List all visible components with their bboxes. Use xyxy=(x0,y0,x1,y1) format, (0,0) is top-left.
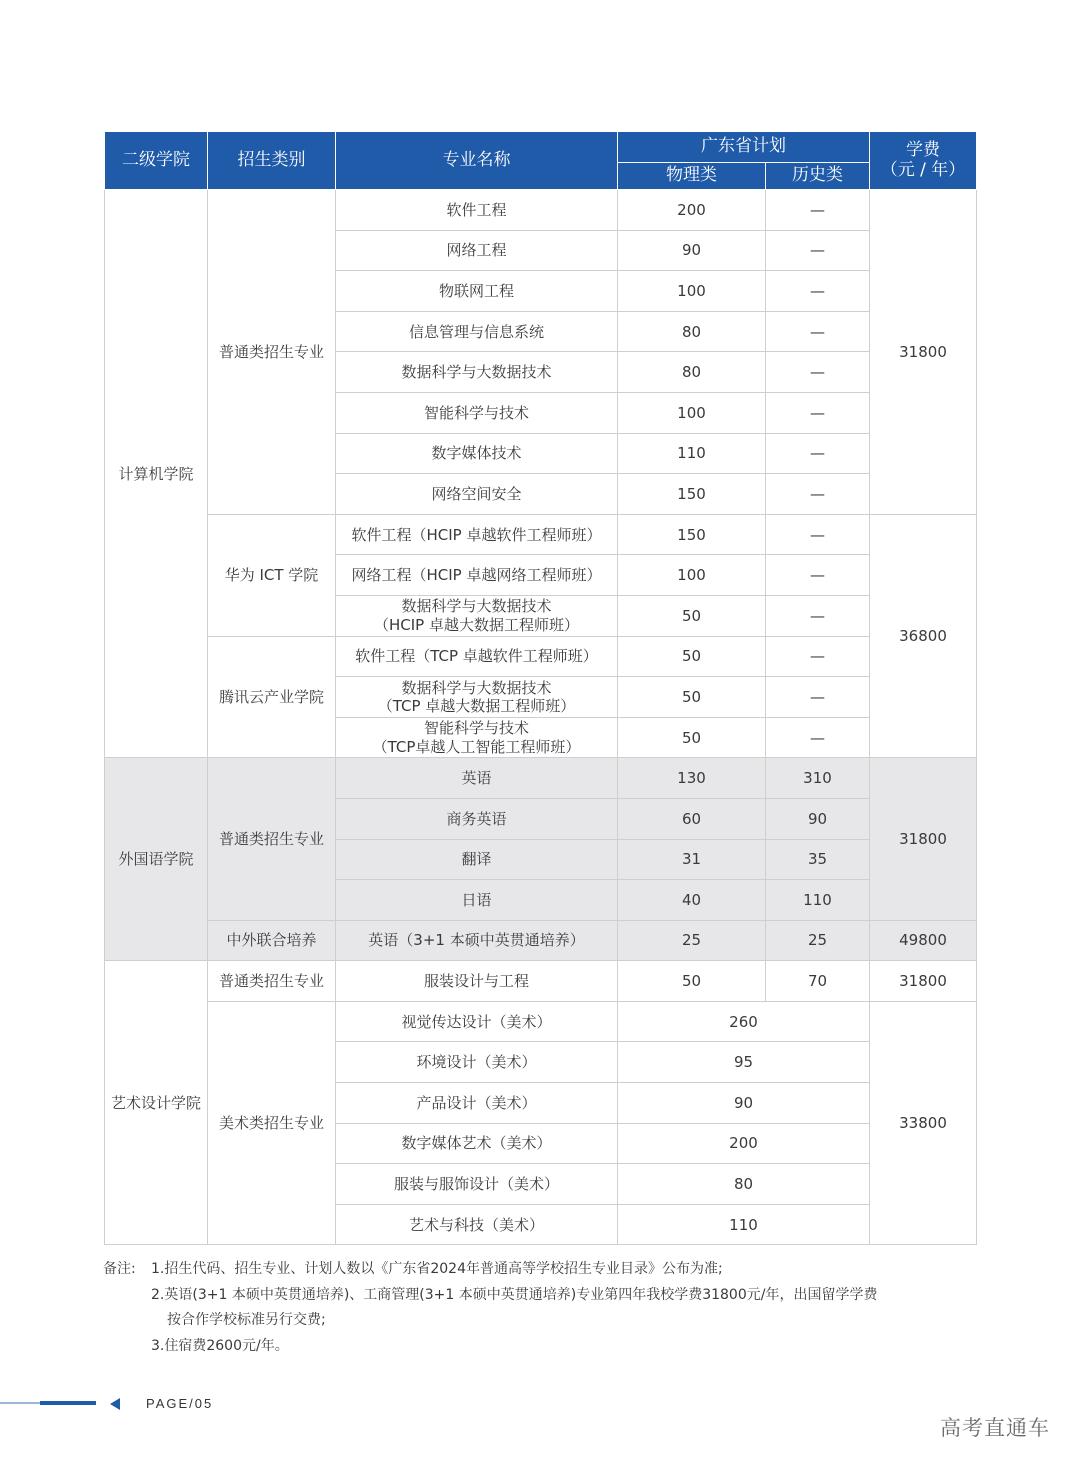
plan-total-cell: 200 xyxy=(618,1123,870,1164)
history-cell: 110 xyxy=(766,880,870,921)
physics-cell: 31 xyxy=(618,839,766,880)
header-category: 招生类别 xyxy=(208,132,336,190)
history-cell: — xyxy=(766,514,870,555)
triangle-left-icon xyxy=(110,1398,120,1410)
tuition-cell: 36800 xyxy=(870,514,977,758)
note-1: 1.招生代码、招生专业、计划人数以《广东省2024年普通高等学校招生专业目录》公布为准; xyxy=(151,1261,723,1277)
major-cell: 数字媒体艺术（美术） xyxy=(336,1123,618,1164)
footer-rule xyxy=(40,1401,96,1405)
note-2-continued: 按合作学校标准另行交费; xyxy=(167,1312,326,1328)
physics-cell: 40 xyxy=(618,880,766,921)
category-cell: 普通类招生专业 xyxy=(208,758,336,920)
page-number: PAGE/05 xyxy=(146,1396,214,1411)
history-cell: 35 xyxy=(766,839,870,880)
category-cell: 腾讯云产业学院 xyxy=(208,636,336,758)
major-cell: 数据科学与大数据技术 xyxy=(336,352,618,393)
major-cell: 产品设计（美术） xyxy=(336,1083,618,1124)
major-name: 数据科学与大数据技术 xyxy=(401,678,552,697)
physics-cell: 150 xyxy=(618,474,766,515)
note-2: 2.英语(3+1 本硕中英贯通培养)、工商管理(3+1 本硕中英贯通培养)专业第四年我校学费31800元/年，出国留学学费 xyxy=(151,1286,878,1303)
physics-cell: 100 xyxy=(618,271,766,312)
major-cell: 网络工程（HCIP 卓越网络工程师班） xyxy=(336,555,618,596)
major-cell: 软件工程 xyxy=(336,190,618,231)
college-cell: 外国语学院 xyxy=(105,758,208,961)
note-row xyxy=(103,1257,903,1283)
enrollment-plan-table-container xyxy=(104,131,976,1245)
physics-cell: 90 xyxy=(618,230,766,271)
history-cell: 310 xyxy=(766,758,870,799)
header-major: 专业名称 xyxy=(336,132,618,190)
history-cell: — xyxy=(766,271,870,312)
table-row xyxy=(105,190,977,231)
physics-cell: 100 xyxy=(618,392,766,433)
header-history: 历史类 xyxy=(766,163,870,190)
physics-cell: 100 xyxy=(618,555,766,596)
major-cell: 网络空间安全 xyxy=(336,474,618,515)
college-cell: 计算机学院 xyxy=(105,190,208,758)
history-cell: — xyxy=(766,677,870,718)
tuition-cell: 33800 xyxy=(870,1001,977,1245)
physics-cell: 110 xyxy=(618,433,766,474)
header-tuition xyxy=(870,132,977,190)
art-design-college-group xyxy=(105,961,977,1245)
table-row xyxy=(105,920,977,961)
table-row xyxy=(105,1001,977,1042)
notes-label: 备注: xyxy=(103,1261,136,1277)
header-college: 二级学院 xyxy=(105,132,208,190)
history-cell: — xyxy=(766,636,870,677)
computer-college-group xyxy=(105,190,977,758)
history-cell: — xyxy=(766,311,870,352)
physics-cell: 50 xyxy=(618,717,766,758)
table-row xyxy=(105,636,977,677)
header-tuition-line1: 学费 xyxy=(906,139,940,160)
physics-cell: 50 xyxy=(618,961,766,1002)
table-row xyxy=(105,961,977,1002)
tuition-cell: 31800 xyxy=(870,758,977,920)
physics-cell: 50 xyxy=(618,595,766,636)
physics-cell: 60 xyxy=(618,798,766,839)
history-cell: — xyxy=(766,433,870,474)
plan-total-cell: 110 xyxy=(618,1204,870,1245)
major-name: 数据科学与大数据技术 xyxy=(401,597,552,616)
major-cell: 数字媒体技术 xyxy=(336,433,618,474)
college-cell: 艺术设计学院 xyxy=(105,961,208,1245)
category-cell: 美术类招生专业 xyxy=(208,1001,336,1245)
major-cell: 物联网工程 xyxy=(336,271,618,312)
foreign-language-college-group xyxy=(105,758,977,961)
history-cell: — xyxy=(766,230,870,271)
major-cell: 环境设计（美术） xyxy=(336,1042,618,1083)
major-cell: 翻译 xyxy=(336,839,618,880)
major-cell: 信息管理与信息系统 xyxy=(336,311,618,352)
table-header xyxy=(105,132,977,190)
major-cell: 英语（3+1 本硕中英贯通培养） xyxy=(336,920,618,961)
history-cell: — xyxy=(766,190,870,231)
physics-cell: 50 xyxy=(618,677,766,718)
major-cell: 软件工程（HCIP 卓越软件工程师班） xyxy=(336,514,618,555)
major-cell: 日语 xyxy=(336,880,618,921)
category-cell: 中外联合培养 xyxy=(208,920,336,961)
header-tuition-line2: （元 / 年） xyxy=(880,159,966,180)
plan-total-cell: 260 xyxy=(618,1001,870,1042)
major-class: （TCP卓越人工智能工程师班） xyxy=(372,737,581,756)
history-cell: — xyxy=(766,555,870,596)
major-cell xyxy=(336,717,618,758)
plan-total-cell: 80 xyxy=(618,1164,870,1205)
tuition-cell: 31800 xyxy=(870,961,977,1002)
physics-cell: 200 xyxy=(618,190,766,231)
major-cell: 软件工程（TCP 卓越软件工程师班） xyxy=(336,636,618,677)
major-cell: 智能科学与技术 xyxy=(336,392,618,433)
note-3: 3.住宿费2600元/年。 xyxy=(151,1337,289,1354)
history-cell: — xyxy=(766,717,870,758)
plan-total-cell: 90 xyxy=(618,1083,870,1124)
footer-rule-light xyxy=(0,1402,40,1404)
tuition-cell: 49800 xyxy=(870,920,977,961)
header-physics: 物理类 xyxy=(618,163,766,190)
watermark: 高考直通车 xyxy=(940,1416,1050,1440)
plan-total-cell: 95 xyxy=(618,1042,870,1083)
tuition-cell: 31800 xyxy=(870,190,977,515)
major-cell: 网络工程 xyxy=(336,230,618,271)
category-cell: 普通类招生专业 xyxy=(208,961,336,1002)
history-cell: — xyxy=(766,352,870,393)
category-cell: 普通类招生专业 xyxy=(208,190,336,515)
physics-cell: 50 xyxy=(618,636,766,677)
history-cell: 90 xyxy=(766,798,870,839)
major-name: 智能科学与技术 xyxy=(423,719,529,738)
history-cell: 25 xyxy=(766,920,870,961)
physics-cell: 25 xyxy=(618,920,766,961)
history-cell: — xyxy=(766,392,870,433)
enrollment-plan-table xyxy=(104,131,977,1245)
major-cell xyxy=(336,595,618,636)
physics-cell: 150 xyxy=(618,514,766,555)
table-row xyxy=(105,514,977,555)
major-cell: 英语 xyxy=(336,758,618,799)
major-cell: 服装设计与工程 xyxy=(336,961,618,1002)
major-cell: 商务英语 xyxy=(336,798,618,839)
physics-cell: 80 xyxy=(618,352,766,393)
header-guangdong-plan: 广东省计划 xyxy=(618,132,870,163)
physics-cell: 130 xyxy=(618,758,766,799)
history-cell: — xyxy=(766,595,870,636)
table-row xyxy=(105,758,977,799)
major-cell: 视觉传达设计（美术） xyxy=(336,1001,618,1042)
major-cell: 艺术与科技（美术） xyxy=(336,1204,618,1245)
major-class: （HCIP 卓越大数据工程师班） xyxy=(374,615,579,634)
major-cell: 服装与服饰设计（美术） xyxy=(336,1164,618,1205)
category-cell: 华为 ICT 学院 xyxy=(208,514,336,636)
physics-cell: 80 xyxy=(618,311,766,352)
major-class: （TCP 卓越大数据工程师班） xyxy=(377,696,576,715)
history-cell: 70 xyxy=(766,961,870,1002)
major-cell xyxy=(336,677,618,718)
notes-section xyxy=(103,1257,903,1359)
history-cell: — xyxy=(766,474,870,515)
